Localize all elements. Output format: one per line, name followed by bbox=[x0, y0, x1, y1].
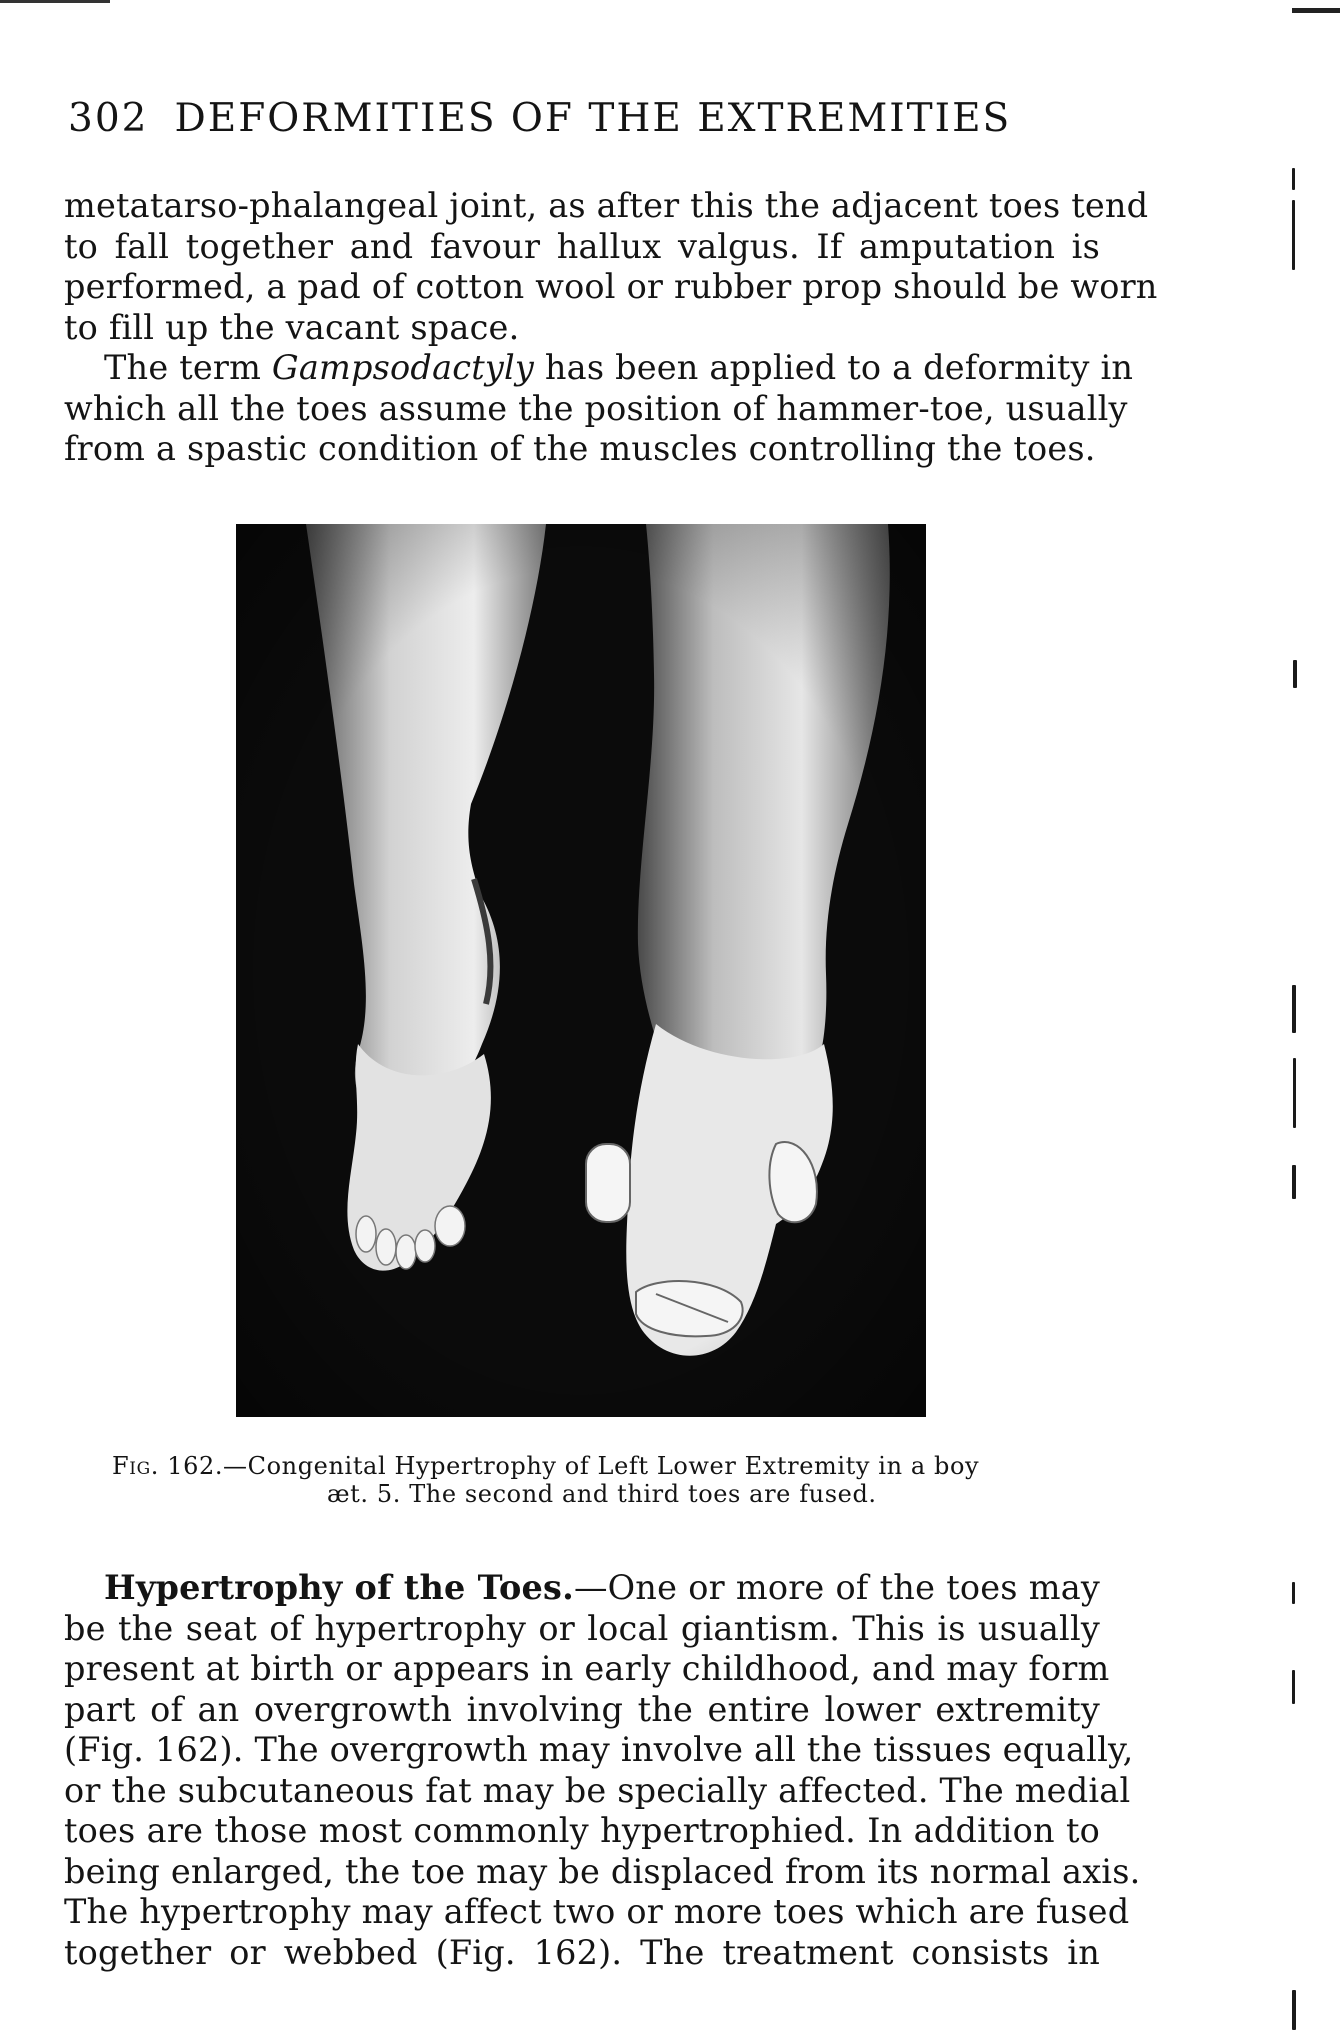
text-line: which all the toes assume the position of hammer-toe, usually bbox=[64, 388, 1128, 428]
scan-edge-mark bbox=[1292, 168, 1295, 190]
caption-line bbox=[112, 1452, 1052, 1480]
running-head bbox=[68, 96, 1011, 141]
text-line: metatarso-phalangeal joint, as after this the adjacent toes tend bbox=[64, 186, 1149, 225]
text-line: together or webbed (Fig. 162). The treatment consists in bbox=[64, 1932, 1100, 1972]
text-run: has been applied to a deformity in bbox=[534, 348, 1134, 387]
page-number: 302 bbox=[68, 96, 149, 141]
text-line: toes are those most commonly hypertrophied. In addition to bbox=[64, 1811, 1100, 1850]
text-line: present at birth or appears in early childhood, and may form bbox=[64, 1649, 1110, 1688]
text-line: from a spastic condition of the muscles controlling the toes. bbox=[64, 429, 1096, 468]
figure-caption bbox=[112, 1452, 1052, 1508]
scan-edge-mark bbox=[1293, 660, 1297, 688]
figure-photo-feet bbox=[236, 524, 926, 1417]
running-title: DEFORMITIES OF THE EXTREMITIES bbox=[174, 96, 1012, 141]
text-line bbox=[64, 348, 1134, 389]
paragraph-2 bbox=[64, 348, 1134, 470]
paragraph-1 bbox=[64, 186, 1158, 348]
section-heading: Hypertrophy of the Toes. bbox=[104, 1568, 574, 1607]
scan-edge-mark bbox=[1293, 1058, 1296, 1128]
text-line: performed, a pad of cotton wool or rubber prop should be worn bbox=[64, 267, 1158, 306]
scan-edge-mark bbox=[1292, 1990, 1296, 2030]
text-line: (Fig. 162). The overgrowth may involve all the tissues equally, bbox=[64, 1730, 1134, 1769]
scan-edge-mark bbox=[1292, 8, 1340, 13]
text-run: —One or more of the toes may bbox=[573, 1568, 1101, 1607]
scan-edge-mark bbox=[1292, 1165, 1296, 1199]
scan-edge-mark bbox=[0, 0, 110, 3]
text-run: The term bbox=[104, 348, 272, 387]
text-line: The hypertrophy may affect two or more toes which are fused bbox=[64, 1892, 1130, 1931]
text-line bbox=[64, 1568, 1100, 1609]
scan-edge-mark bbox=[1292, 200, 1295, 270]
scan-edge-mark bbox=[1292, 985, 1296, 1033]
scan-edge-mark bbox=[1292, 1582, 1295, 1604]
term-gampsodactyly: Gampsodactyly bbox=[271, 348, 535, 387]
text-line: to fall together and favour hallux valgus. If amputation is bbox=[64, 226, 1100, 266]
paragraph-3 bbox=[64, 1568, 1141, 1973]
text-line: or the subcutaneous fat may be specially affected. The medial bbox=[64, 1770, 1131, 1810]
figure-label: Fig. 162. bbox=[112, 1452, 224, 1480]
text-line: be the seat of hypertrophy or local giantism. This is usually bbox=[64, 1608, 1100, 1648]
scan-edge-mark bbox=[1292, 1670, 1295, 1704]
feet-photograph bbox=[236, 524, 926, 1417]
text-line: part of an overgrowth involving the entire lower extremity bbox=[64, 1689, 1100, 1729]
caption-line: æt. 5. The second and third toes are fused. bbox=[327, 1480, 877, 1508]
text-line: being enlarged, the toe may be displaced from its normal axis. bbox=[64, 1851, 1141, 1891]
caption-text: —Congenital Hypertrophy of Left Lower Extremity in a boy bbox=[223, 1452, 980, 1480]
text-line: to fill up the vacant space. bbox=[64, 307, 520, 347]
